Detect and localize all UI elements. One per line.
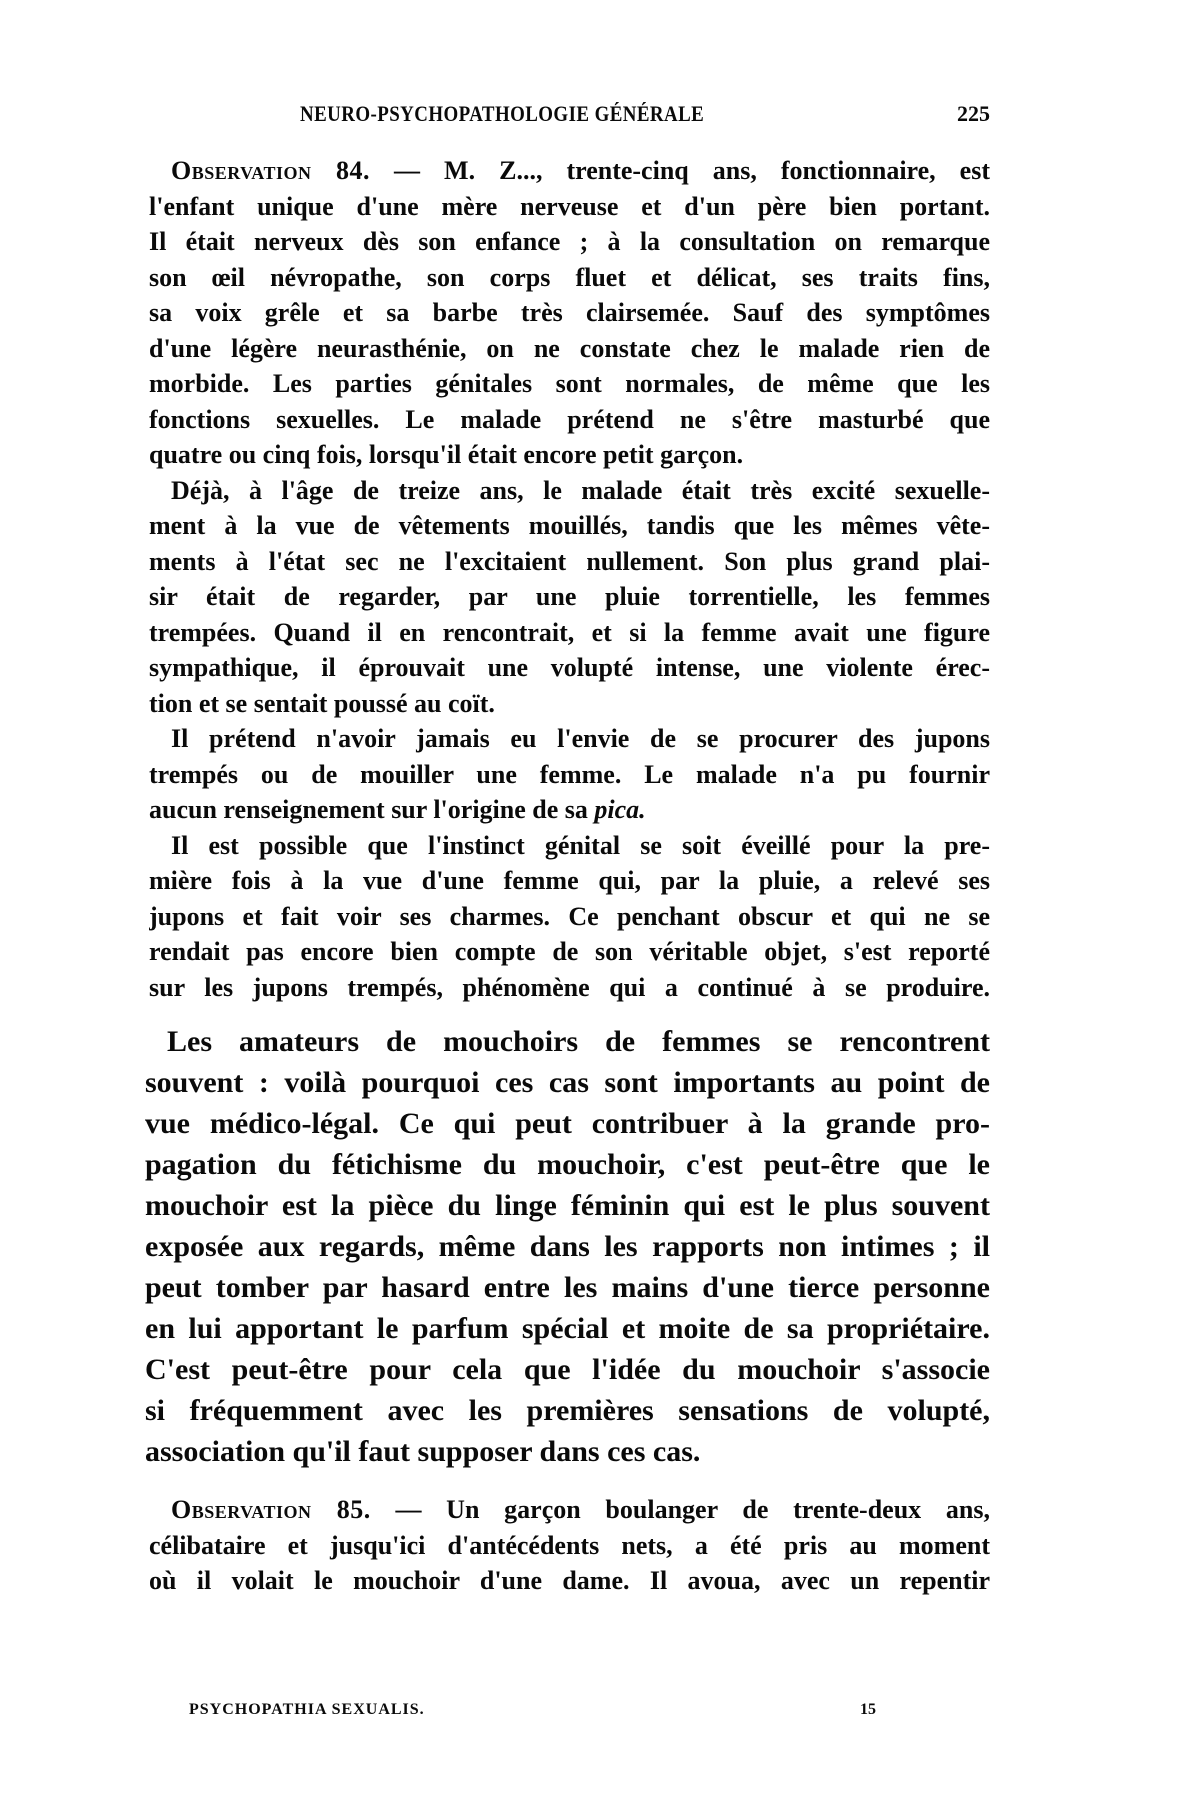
line-text: Il était nerveux dès son enfance ; à la consultation on remarque (149, 227, 990, 256)
text-line (145, 1349, 990, 1390)
text-line (145, 1103, 990, 1144)
text-line (149, 189, 990, 225)
line-text: pagation du fétichisme du mouchoir, c'est peut-être que le (145, 1148, 990, 1181)
text-line (149, 366, 990, 402)
line-text: d'une légère neurasthénie, on ne constate chez le malade rien de (149, 333, 990, 363)
text-line (149, 650, 990, 686)
page-number: 225 (957, 101, 990, 126)
text-line (145, 1021, 990, 1062)
observation-85 (149, 1492, 990, 1599)
italic-term: pica. (594, 795, 646, 824)
line-text: aucun renseignement sur l'origine de sa (149, 795, 595, 824)
line-text: sa voix grêle et sa barbe très clairsemée. Sauf des symptômes (149, 298, 990, 327)
text-line (145, 1185, 990, 1226)
text-line (149, 899, 990, 935)
text-line (149, 544, 990, 580)
line-text: exposée aux regards, même dans les rapports non intimes ; il (145, 1230, 990, 1263)
line-text: fonctions sexuelles. Le malade prétend ne s'être masturbé que (149, 404, 990, 434)
line-text: jupons et fait voir ses charmes. Ce penchant obscur et qui ne se (149, 901, 990, 931)
text-line (145, 1144, 990, 1185)
footer-signature-mark: 15 (860, 1701, 876, 1718)
text-line (149, 153, 990, 189)
line-text: ment à la vue de vêtements mouillés, tandis que les mêmes vête- (149, 511, 990, 540)
line-text: trempées. Quand il en rencontrait, et si la femme avait une figure (149, 617, 990, 647)
text-line (149, 828, 990, 864)
text-line (149, 331, 990, 367)
text-line (145, 1308, 990, 1349)
line-text: si fréquemment avec les premières sensations de volupté, (145, 1394, 990, 1427)
text-line (145, 1431, 990, 1472)
line-text: ments à l'état sec ne l'excitaient nullement. Son plus grand plai- (149, 546, 990, 576)
line-text: rendait pas encore bien compte de son véritable objet, s'est reporté (149, 937, 990, 966)
line-text: tion et se sentait poussé au coït. (149, 688, 495, 718)
text-line (145, 1226, 990, 1267)
text-line (149, 579, 990, 615)
text-line (149, 686, 990, 722)
running-title: NEURO-PSYCHOPATHOLOGIE GÉNÉRALE (300, 101, 705, 126)
text-line (145, 1062, 990, 1103)
text-line (149, 473, 990, 509)
text-line (149, 934, 990, 970)
line-text: quatre ou cinq fois, lorsqu'il était encore petit garçon. (149, 440, 744, 469)
line-text: sir était de regarder, par une pluie torrentielle, les femmes (149, 582, 990, 611)
footer-book-title: PSYCHOPATHIA SEXUALIS. (189, 1701, 425, 1718)
text-line (149, 863, 990, 899)
line-text: souvent : voilà pourquoi ces cas sont importants au point de (145, 1066, 990, 1099)
line-text: célibataire et jusqu'ici d'antécédents nets, a été pris au moment (149, 1530, 990, 1560)
line-text: — M. Z..., trente-cinq ans, fonctionnaire, est (370, 156, 990, 185)
line-text: mouchoir est la pièce du linge féminin qui est le plus souvent (145, 1189, 990, 1222)
observation-label: Observation 85. (171, 1495, 371, 1524)
line-text: — Un garçon boulanger de trente-deux ans, (370, 1495, 990, 1524)
text-line (149, 260, 990, 296)
text-line (149, 402, 990, 438)
text-line (149, 792, 990, 828)
text-line (149, 1563, 990, 1599)
running-head (300, 101, 990, 127)
text-line (149, 295, 990, 331)
text-line (149, 970, 990, 1006)
observation-label: Observation 84. (171, 156, 370, 185)
line-text: C'est peut-être pour cela que l'idée du mouchoir s'associe (145, 1353, 990, 1386)
line-text: où il volait le mouchoir d'une dame. Il avoua, avec un repentir (149, 1566, 990, 1595)
text-line (149, 508, 990, 544)
line-text: Les amateurs de mouchoirs de femmes se rencontrent (167, 1025, 990, 1058)
line-text: son œil névropathe, son corps fluet et délicat, ses traits fins, (149, 262, 990, 292)
line-text: Il est possible que l'instinct génital se soit éveillé pour la pre- (171, 830, 990, 860)
text-line (145, 1267, 990, 1308)
text-line (149, 757, 990, 793)
text-line (149, 1492, 990, 1528)
line-text: sur les jupons trempés, phénomène qui a continué à se produire. (149, 972, 990, 1002)
line-text: en lui apportant le parfum spécial et moite de sa propriétaire. (145, 1312, 990, 1345)
text-line (145, 1390, 990, 1431)
line-text: morbide. Les parties génitales sont normales, de même que les (149, 369, 990, 398)
line-text: sympathique, il éprouvait une volupté intense, une violente érec- (149, 653, 990, 682)
text-line (149, 721, 990, 757)
text-line (149, 224, 990, 260)
text-line (149, 615, 990, 651)
line-text: Il prétend n'avoir jamais eu l'envie de se procurer des jupons (171, 724, 990, 753)
observation-84 (149, 153, 990, 1005)
text-line (149, 437, 990, 473)
line-text: peut tomber par hasard entre les mains d'une tierce personne (145, 1271, 990, 1304)
line-text: Déjà, à l'âge de treize ans, le malade était très excité sexuelle- (171, 475, 990, 505)
line-text: l'enfant unique d'une mère nerveuse et d'un père bien portant. (149, 191, 990, 221)
line-text: trempés ou de mouiller une femme. Le malade n'a pu fournir (149, 759, 990, 789)
line-text: mière fois à la vue d'une femme qui, par la pluie, a relevé ses (149, 866, 990, 895)
line-text: association qu'il faut supposer dans ces cas. (145, 1435, 701, 1468)
commentary-paragraph (145, 1021, 990, 1472)
text-line (149, 1528, 990, 1564)
line-text: vue médico-légal. Ce qui peut contribuer à la grande pro- (145, 1107, 990, 1140)
